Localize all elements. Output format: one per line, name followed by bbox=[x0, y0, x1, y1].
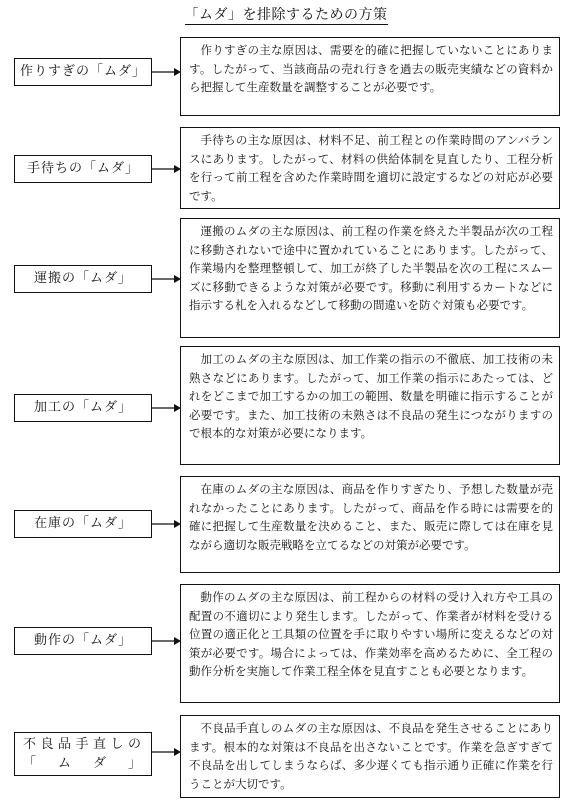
page-title-text: 「ムダ」を排除するための方策 bbox=[184, 7, 388, 23]
desc-transport: 運搬のムダの主な原因は、前工程の作業を終えた半製品が次の工程に移動されないで途中に置かれていることにあります。したがって、作業場内を整理整頓して、加工が終了した半製品を次の工程にスムーズに移動できるような対策が必要です。移動に利用するカートなどに指示する札を入れるなどして移動の間違いを防ぐ対策も必要です。 bbox=[180, 218, 560, 338]
arrow-icon bbox=[152, 66, 182, 78]
label-rework: 不良品手直しの「ムダ」 bbox=[14, 732, 152, 776]
arrow-icon bbox=[152, 746, 182, 758]
desc-overproduction: 作りすぎの主な原因は、需要を的確に把握していないことにあります。したがって、当該商品の売れ行きを過去の販売実績などの資料から把握して生産数量を調整することが必要です。 bbox=[180, 37, 560, 116]
page-title bbox=[0, 6, 572, 24]
desc-waiting: 手待ちの主な原因は、材料不足、前工程との作業時間のアンバランスにあります。したがって、材料の供給体制を見直したり、工程分析を行って前工程を含めた作業時間を適切に設定するなどの対応が必要です。 bbox=[180, 127, 560, 209]
label-transport: 運搬の「ムダ」 bbox=[14, 265, 152, 293]
arrow-icon bbox=[152, 635, 182, 647]
desc-rework: 不良品手直しのムダの主な原因は、不良品を発生させることにあります。根本的な対策は不良品を出さないことです。作業を急ぎすぎて不良品を出してしまうならば、多少遅くても指示通り正確に作業を行うことが大切です。 bbox=[180, 715, 560, 798]
desc-inventory: 在庫のムダの主な原因は、商品を作りすぎたり、予想した数量が売れなかったことにあります。したがって、商品を作る時には需要を的確に把握して生産数量を決めること、また、販売に際しては在庫を見ながら適切な販売戦略を立てるなどの対策が必要です。 bbox=[180, 476, 560, 573]
arrow-icon bbox=[152, 273, 182, 285]
label-inventory: 在庫の「ムダ」 bbox=[14, 510, 152, 538]
arrow-icon bbox=[152, 518, 182, 530]
label-overproduction: 作りすぎの「ムダ」 bbox=[14, 58, 152, 86]
desc-motion: 動作のムダの主な原因は、前工程からの材料の受け入れ方や工具の配置の不適切により発生します。したがって、作業者が材料を受ける位置の適正化と工具類の位置を手に取りやすい場所に変えるなどの対策が必要です。場合によっては、作業効率を高めるために、全工程の動作分析を実施して作業工程全体を見直すことも必要となります。 bbox=[180, 584, 560, 703]
arrow-icon bbox=[152, 402, 182, 414]
arrow-icon bbox=[152, 163, 182, 175]
desc-processing: 加工のムダの主な原因は、加工作業の指示の不徹底、加工技術の未熟さなどにあります。したがって、加工作業の指示にあたっては、どれをどこまで加工するかの加工の範囲、数量を明確に指示することが必要です。また、加工技術の未熟さは不良品の発生につながりますので根本的な対策が必要になります。 bbox=[180, 346, 560, 465]
label-motion: 動作の「ムダ」 bbox=[14, 627, 152, 655]
label-processing: 加工の「ムダ」 bbox=[14, 394, 152, 422]
label-waiting: 手待ちの「ムダ」 bbox=[14, 155, 152, 183]
